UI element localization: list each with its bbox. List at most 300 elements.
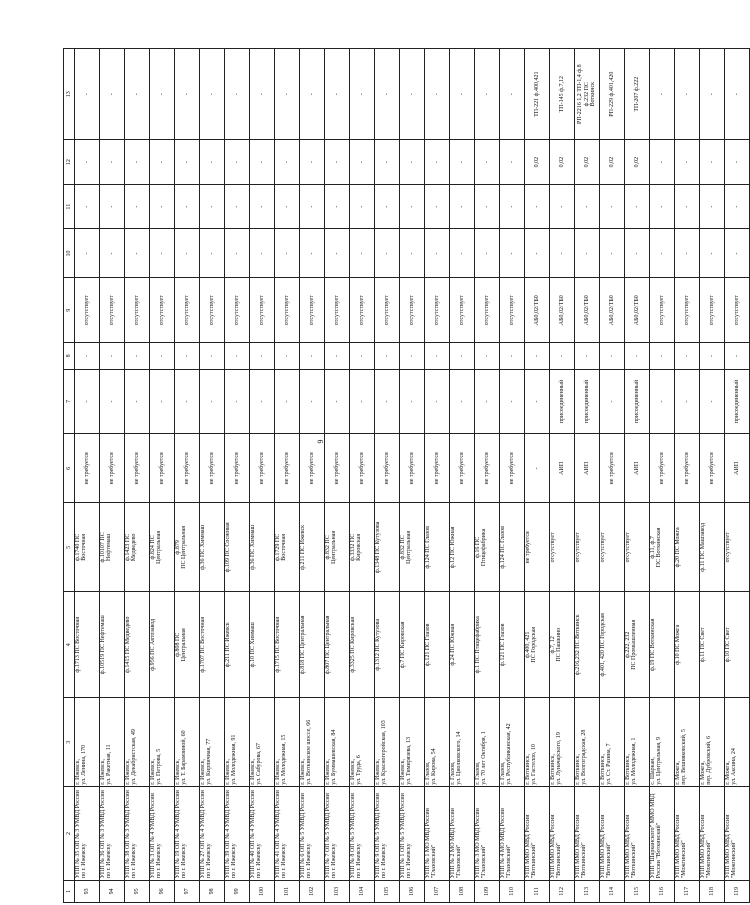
table-cell: ф.824 ПС Центральная — [150, 503, 175, 592]
table-cell: - — [550, 229, 575, 278]
table-cell: не требуется — [400, 434, 425, 503]
table-cell: - — [125, 184, 150, 229]
row-number-cell: 113 — [575, 880, 600, 902]
table-cell: - — [325, 140, 350, 185]
table-cell: ТП-207 ф.222 — [625, 49, 650, 140]
table-cell: ф.11 ПС Машзавод — [700, 503, 725, 592]
table-row — [250, 49, 275, 903]
table-cell: г. Глазов, ул. Республиканская, 42 — [500, 698, 525, 787]
table-cell: РП-229 ф.401,420 — [600, 49, 625, 140]
row-number-cell: 108 — [450, 880, 475, 902]
table-cell: - — [125, 343, 150, 370]
table-cell: - — [400, 140, 425, 185]
table-cell: г. Ижевск, ул. Т. Барамзиной, 60 — [175, 698, 200, 787]
table-cell: - — [625, 343, 650, 370]
table-cell: 0,02 — [600, 140, 625, 185]
table-cell: УПП № 36 ОП № 3 УМВД России по г. Ижевску — [100, 787, 125, 881]
table-cell: ф.1707 ПС Восточная — [200, 592, 225, 698]
table-cell: - — [375, 140, 400, 185]
table-cell: УПП "Шарканского" ММО МВД России "Воткинский" — [650, 787, 675, 881]
row-number-cell: 114 — [600, 880, 625, 902]
table-cell: отсутствует — [250, 278, 275, 343]
table-cell: - — [250, 343, 275, 370]
row-number-cell: 106 — [400, 880, 425, 902]
table-row — [650, 49, 675, 903]
table-row — [100, 49, 125, 903]
table-cell: - — [650, 184, 675, 229]
column-number-cell: 6 — [64, 434, 75, 503]
table-cell: ф.109 ПС Сосновая — [225, 503, 250, 592]
table-cell: - — [550, 343, 575, 370]
table-cell: ф.211 ПС Ижевск — [225, 592, 250, 698]
table-cell: ф.24 ПС Южная — [450, 592, 475, 698]
row-number-cell: 102 — [300, 880, 325, 902]
table-cell: АБ0,02/ТБ0 — [625, 278, 650, 343]
table-cell: ф.1348 ПС Кутузова — [375, 503, 400, 592]
table-cell: ф.10107 ПС Нефтемаш — [100, 503, 125, 592]
table-cell: - — [75, 229, 100, 278]
table-cell: - — [700, 369, 725, 434]
table-cell: - — [450, 140, 475, 185]
table-cell: - — [250, 229, 275, 278]
table-cell: присоединенный — [625, 369, 650, 434]
table-cell: - — [375, 343, 400, 370]
table-cell: - — [500, 229, 525, 278]
table-cell: - — [475, 49, 500, 140]
table-cell: - — [400, 184, 425, 229]
table-cell: АБ0,02/ТБ0 — [600, 278, 625, 343]
table-row — [150, 49, 175, 903]
table-cell: ф.956 ПС Автозавод — [150, 592, 175, 698]
table-cell: - — [425, 369, 450, 434]
table-cell: г. Ижевск, ул. Петрова, 5 — [150, 698, 175, 787]
table-cell: г. Ижевск, ул. Кирпичная, 77 — [200, 698, 225, 787]
table-cell: не требуется — [175, 434, 200, 503]
table-cell: - — [225, 140, 250, 185]
table-cell: УПП ММО МВД России "Можгинский" — [675, 787, 700, 881]
table-cell: АИП — [725, 434, 750, 503]
table-cell: ф.1312 ПС Кутузова — [375, 592, 400, 698]
table-cell: - — [125, 369, 150, 434]
table-cell: - — [400, 343, 425, 370]
table-cell: - — [525, 184, 550, 229]
row-number-cell: 118 — [700, 880, 725, 902]
table-cell: РП-2216 1,2 ТП-1,4 ф.8 ф.232 ПС Воткинск — [575, 49, 600, 140]
table-cell: - — [675, 369, 700, 434]
table-cell: УПП № 19 ОП № 4 УМВД России по г. Ижевску — [175, 787, 200, 881]
table-cell: ТП-221 ф.400,421 — [525, 49, 550, 140]
table-cell: ф.1415 ПС Медведево — [125, 592, 150, 698]
table-cell: не требуется — [225, 434, 250, 503]
table-cell: - — [100, 369, 125, 434]
table-cell: - — [450, 49, 475, 140]
row-number-cell: 93 — [75, 880, 100, 902]
table-cell: ф.10 ПС Можга — [675, 592, 700, 698]
row-number-cell: 107 — [425, 880, 450, 902]
table-cell: ф.36 ПС Химмаш — [250, 503, 275, 592]
table-cell: - — [625, 184, 650, 229]
table-cell: - — [425, 49, 450, 140]
table-cell: - — [275, 229, 300, 278]
table-cell: отсутствует — [100, 278, 125, 343]
table-cell: отсутствует — [650, 278, 675, 343]
table-cell: - — [350, 369, 375, 434]
column-number-cell: 10 — [64, 229, 75, 278]
table-row — [525, 49, 550, 903]
table-cell: - — [100, 140, 125, 185]
column-number-cell: 12 — [64, 140, 75, 185]
table-cell: г. Глазов, ул. Кирова, 54 — [425, 698, 450, 787]
table-row — [325, 49, 350, 903]
table-cell: АБ0,02/ТБ0 — [525, 278, 550, 343]
table-cell: - — [100, 229, 125, 278]
table-row — [475, 49, 500, 903]
table-cell: - — [500, 343, 525, 370]
table-cell: не требуется — [675, 434, 700, 503]
table-row — [625, 49, 650, 903]
column-number-cell: 3 — [64, 698, 75, 787]
table-cell: УПП № 7 ОП № 5 УМВД России по г. Ижевску — [325, 787, 350, 881]
table-cell: - — [150, 229, 175, 278]
table-cell: не требуется — [125, 434, 150, 503]
table-cell: УПП № 6 ОП № 5 УМВД России по г. Ижевску — [300, 787, 325, 881]
row-number-cell: 99 — [225, 880, 250, 902]
table-cell: - — [300, 49, 325, 140]
table-cell: ф.124 ПС Глазов — [425, 503, 450, 592]
table-cell: - — [325, 49, 350, 140]
table-cell: г. Можга, пер. Вешняковский, 5 — [675, 698, 700, 787]
table-cell: ф.3325 ПС Кировская — [350, 592, 375, 698]
table-cell: - — [600, 369, 625, 434]
table-cell: ф.10519 ПС Нефтемаш — [100, 592, 125, 698]
table-cell: г. Глазов, ул. 70 лет Октября, 1 — [475, 698, 500, 787]
table-cell: - — [100, 49, 125, 140]
table-cell: 0,02 — [550, 140, 575, 185]
table-cell: - — [250, 49, 275, 140]
table-row — [450, 49, 475, 903]
table-cell: - — [575, 229, 600, 278]
table-cell: - — [175, 140, 200, 185]
table-cell: - — [200, 343, 225, 370]
table-cell: - — [75, 49, 100, 140]
table-cell: - — [150, 343, 175, 370]
table-cell: - — [225, 49, 250, 140]
table-cell: - — [350, 140, 375, 185]
table-cell: отсутствует — [225, 278, 250, 343]
table-cell: - — [325, 184, 350, 229]
table-cell: не требуется — [600, 434, 625, 503]
table-cell: - — [675, 343, 700, 370]
table-cell: - — [150, 140, 175, 185]
row-number-cell: 103 — [325, 880, 350, 902]
table-cell: присоединенный — [575, 369, 600, 434]
table-cell: - — [100, 184, 125, 229]
row-number-cell: 104 — [350, 880, 375, 902]
table-cell: УПП № 1 ОП № 5 УМВД России по г. Ижевску — [400, 787, 425, 881]
table-cell: - — [700, 229, 725, 278]
table-cell: УПП № 35 ОП № 3 УМВД России по г. Ижевску — [75, 787, 100, 881]
table-cell: ТП-145 ф.7,12 — [550, 49, 575, 140]
table-cell: - — [425, 184, 450, 229]
table-cell: г. Ижевск, ул. Ленина, 170 — [75, 698, 100, 787]
table-cell: г. Можга, ул. Аксина, 24 — [725, 698, 750, 787]
table-cell: не требуется — [150, 434, 175, 503]
table-cell: ф.7 ПС Кировская — [400, 592, 425, 698]
table-cell: ф.1 ПС Птицефабрика — [475, 592, 500, 698]
table-cell: - — [225, 343, 250, 370]
table-row — [600, 49, 625, 903]
table-cell: - — [225, 184, 250, 229]
table-cell: - — [375, 369, 400, 434]
table-cell: отсутствует — [125, 278, 150, 343]
table-cell: УПП № 39 ОП № 4 УМВД России по г. Ижевску — [225, 787, 250, 881]
table-cell: УПП № 3 МО МВД России "Глазовский" — [475, 787, 500, 881]
table-cell: - — [650, 140, 675, 185]
table-cell: - — [725, 343, 750, 370]
table-cell: ф.1713 ПС Восточная — [75, 592, 100, 698]
table-cell: АБ0,02/ТБ0 — [550, 278, 575, 343]
table-cell: - — [525, 229, 550, 278]
table-cell: отсутствует — [400, 278, 425, 343]
table-cell: - — [250, 140, 275, 185]
row-number-cell: 97 — [175, 880, 200, 902]
table-cell: ф.16 ПС Птицефабрика — [475, 503, 500, 592]
table-cell: - — [725, 140, 750, 185]
table-cell: присоединенный — [550, 369, 575, 434]
table-cell: отсутствует — [675, 278, 700, 343]
column-number-cell: 1 — [64, 880, 75, 902]
table-cell: отсутствует — [450, 278, 475, 343]
table-cell: - — [300, 184, 325, 229]
table-cell: - — [725, 184, 750, 229]
table-cell: - — [125, 229, 150, 278]
table-cell: - — [550, 184, 575, 229]
table-cell: ф.36 ПС Химмаш — [200, 503, 225, 592]
table-cell: ф.11 ПС Свет — [700, 592, 725, 698]
table-cell: г. Воткинск, ул. Волгоградская, 28 — [575, 698, 600, 787]
table-cell: АИП — [575, 434, 600, 503]
table-cell: УПП № 38 ОП № 3 УМВД России по г. Ижевску — [125, 787, 150, 881]
table-cell: ф.401, 420 ПС Городская — [600, 592, 625, 698]
table-cell: - — [700, 140, 725, 185]
table-cell: - — [675, 49, 700, 140]
table-cell: ф.400, 421 ПС Городская — [525, 592, 550, 698]
table-row — [125, 49, 150, 903]
table-cell: УПП ММО МВД России "Воткинский" — [575, 787, 600, 881]
table-cell: - — [375, 184, 400, 229]
table-row — [400, 49, 425, 903]
table-cell: отсутствует — [625, 503, 650, 592]
table-cell: отсутствует — [325, 278, 350, 343]
table-cell: г. Ижевск, ул. Воткинское шоссе, 66 — [300, 698, 325, 787]
table-cell: - — [350, 184, 375, 229]
table-cell: не требуется — [275, 434, 300, 503]
table-cell: не требуется — [500, 434, 525, 503]
table-cell: - — [175, 49, 200, 140]
table-cell: - — [525, 369, 550, 434]
table-cell: УПП № 40 ОП № 4 УМВД России по г. Ижевску — [250, 787, 275, 881]
table-cell: - — [725, 49, 750, 140]
table-cell: УПП № 3 ОП № 4 УМВД России по г. Ижевску — [150, 787, 175, 881]
table-cell: - — [425, 140, 450, 185]
table-cell: г. Ижевск, ул. Сабурова, 67 — [250, 698, 275, 787]
table-cell: ф.124 ПС Глазов — [500, 503, 525, 592]
table-cell: г. Ижевск, ул. Красногеройская, 103 — [375, 698, 400, 787]
table-cell: АИП — [550, 434, 575, 503]
table-cell: ф.12 ПС Южная — [450, 503, 475, 592]
table-cell: - — [250, 184, 275, 229]
table-cell: отсутствует — [350, 278, 375, 343]
table-cell: ф.10 ПС Свет — [725, 592, 750, 698]
row-number-cell: 94 — [100, 880, 125, 902]
table-cell: - — [225, 229, 250, 278]
table-cell: - — [600, 184, 625, 229]
table-cell: - — [350, 229, 375, 278]
table-cell: отсутствует — [475, 278, 500, 343]
table-cell: не требуется — [100, 434, 125, 503]
table-cell: - — [500, 184, 525, 229]
table-cell: не требуется — [450, 434, 475, 503]
table-cell: присоединенный — [725, 369, 750, 434]
row-number-cell: 111 — [525, 880, 550, 902]
table-cell: - — [675, 140, 700, 185]
table-cell: - — [325, 229, 350, 278]
table-cell: - — [300, 369, 325, 434]
table-cell: - — [300, 140, 325, 185]
table-cell: г. Ижевск, ул. Тимирязева, 13 — [400, 698, 425, 787]
table-cell: - — [175, 369, 200, 434]
table-cell: - — [475, 229, 500, 278]
table-cell: - — [650, 49, 675, 140]
row-number-cell: 101 — [275, 880, 300, 902]
table-cell: - — [700, 184, 725, 229]
table-cell: не требуется — [525, 503, 550, 592]
rotated-table-container — [63, 48, 740, 903]
table-cell: - — [75, 369, 100, 434]
table-cell: - — [400, 369, 425, 434]
table-cell: - — [725, 229, 750, 278]
table-row — [375, 49, 400, 903]
table-cell: - — [575, 184, 600, 229]
page-number: 6 — [315, 439, 325, 444]
row-number-cell: 112 — [550, 880, 575, 902]
table-cell: ф.20 ПС Можга — [675, 503, 700, 592]
table-cell: - — [200, 140, 225, 185]
table-cell: - — [425, 343, 450, 370]
table-cell: с. Шаркан, ул. Центральная, 9 — [650, 698, 675, 787]
table-cell: ф.1715 ПС Восточная — [275, 592, 300, 698]
table-cell: - — [275, 343, 300, 370]
table-cell: - — [650, 343, 675, 370]
table-cell: - — [175, 229, 200, 278]
table-cell: АБ0,02/ТБ0 — [575, 278, 600, 343]
table-cell: - — [625, 229, 650, 278]
table-cell: - — [400, 49, 425, 140]
table-cell: УПП № 1 МО МВД России "Глазовский" — [425, 787, 450, 881]
table-cell: г. Ижевск, ул. Буммашевская, 84 — [325, 698, 350, 787]
table-row — [175, 49, 200, 903]
table-cell: не требуется — [250, 434, 275, 503]
table-cell: - — [150, 184, 175, 229]
table-cell: ф.19 ПС Воткинская — [650, 592, 675, 698]
table-cell: ф.3332 ПС Кировская — [350, 503, 375, 592]
column-number-cell: 4 — [64, 592, 75, 698]
row-number-cell: 96 — [150, 880, 175, 902]
table-cell: г. Можга, пер. Дубровский, 6 — [700, 698, 725, 787]
table-cell: - — [450, 184, 475, 229]
table-cell: не требуется — [650, 434, 675, 503]
table-cell: УПП ММО МВД России "Воткинский" — [600, 787, 625, 881]
table-cell: - — [200, 369, 225, 434]
table-cell: - — [475, 184, 500, 229]
table-row — [225, 49, 250, 903]
table-cell: г. Ижевск, ул. Декабристская, 49 — [125, 698, 150, 787]
table-cell: не требуется — [700, 434, 725, 503]
table-cell: отсутствует — [200, 278, 225, 343]
table-cell: 0,02 — [575, 140, 600, 185]
table-cell: УПП ММО МВД России "Воткинский" — [625, 787, 650, 881]
column-number-cell: 8 — [64, 343, 75, 370]
table-cell: - — [450, 369, 475, 434]
table-cell: - — [350, 49, 375, 140]
table-cell: - — [75, 343, 100, 370]
table-row — [350, 49, 375, 903]
table-cell: АИП — [625, 434, 650, 503]
table-cell: - — [350, 343, 375, 370]
table-cell: - — [250, 369, 275, 434]
table-cell: - — [500, 140, 525, 185]
table-cell: не требуется — [325, 434, 350, 503]
table-cell: - — [150, 49, 175, 140]
table-cell: ф.121 ПС Глазов — [425, 592, 450, 698]
table-cell: - — [200, 49, 225, 140]
table-row — [725, 49, 750, 903]
table-cell: - — [75, 140, 100, 185]
table-cell: УПП № 4 МО МВД России "Глазовский" — [500, 787, 525, 881]
table-cell: - — [650, 369, 675, 434]
table-cell: - — [375, 49, 400, 140]
table-cell: ф.807 ПС Центральная — [325, 592, 350, 698]
table-cell: - — [275, 184, 300, 229]
table-cell: г. Воткинск, ул. Ст. Разина, 7 — [600, 698, 625, 787]
table-cell: отсутствует — [175, 278, 200, 343]
table-cell: отсутствует — [575, 503, 600, 592]
table-cell: - — [175, 343, 200, 370]
table-cell: отсутствует — [550, 503, 575, 592]
table-cell: - — [650, 229, 675, 278]
table-cell: отсутствует — [275, 278, 300, 343]
table-cell: ф.1740 ПС Восточная — [75, 503, 100, 592]
table-cell: ф.832 ПС Центральная — [325, 503, 350, 592]
table-cell: отсутствует — [75, 278, 100, 343]
table-cell: - — [700, 343, 725, 370]
table-cell: отсутствует — [300, 278, 325, 343]
table-row — [200, 49, 225, 903]
table-row — [550, 49, 575, 903]
table-cell: г. Воткинск, ул. Гастелло, 10 — [525, 698, 550, 787]
table-cell: УПП № 27 ОП № 4 УМВД России по г. Ижевску — [200, 787, 225, 881]
row-number-cell: 100 — [250, 880, 275, 902]
table-cell: ф.11, ф.7 ПС Воткинская — [650, 503, 675, 592]
table-cell: УПП № 9 ОП № 5 УМВД России по г. Ижевску — [375, 787, 400, 881]
column-number-cell: 7 — [64, 369, 75, 434]
column-number-row — [64, 49, 75, 903]
row-number-cell: 116 — [650, 880, 675, 902]
table-row — [300, 49, 325, 903]
table-cell: - — [325, 369, 350, 434]
table-cell: ф.121 ПС Глазов — [500, 592, 525, 698]
table-cell: г. Глазов, ул. Циолковского, 14 — [450, 698, 475, 787]
